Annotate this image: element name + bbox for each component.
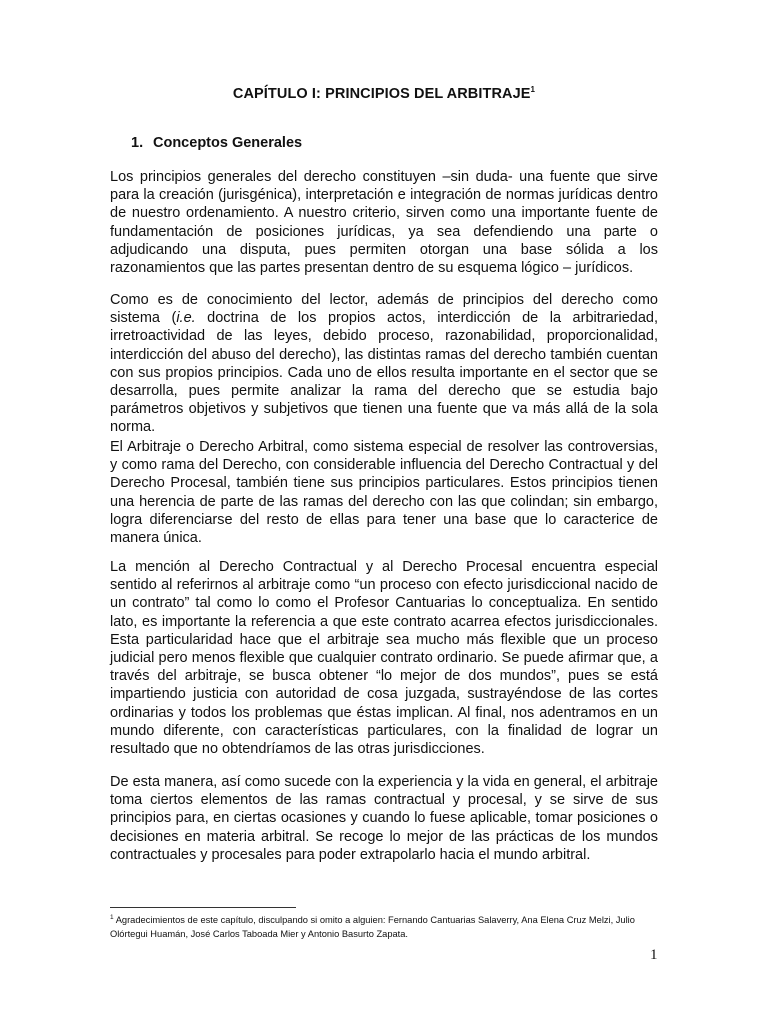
section-number: 1.	[131, 135, 144, 151]
paragraph-2-start: Como es de conocimiento del lector, además de principios del derecho como sistema (	[110, 292, 658, 327]
paragraph-2-italic: i.e.	[176, 310, 196, 327]
page-number: 1	[650, 947, 658, 963]
paragraph-2-end: doctrina de los propios actos, interdicción de la arbitrariedad, irretroactividad de las leyes, debido proceso, razonabilidad, proporcionalidad, interdicción del abuso del derecho), las distintas ramas del derecho también cuentan con sus propios principios. Cada uno de ellos resulta importante en el sector que se desarrolla, pues permite analizar la rama del derecho que se estudia bajo parámetros objetivos y subjetivos que tienen una fuente que va más allá de la sola norma.	[110, 310, 658, 436]
paragraph-5: De esta manera, así como sucede con la experiencia y la vida en general, el arbitraje toma ciertos elementos de las ramas contractual y procesal, y se sirve de sus principios para, en ciertas ocasiones y cuando lo fuese aplicable, tomar posiciones o decisiones en materia arbitral. Se recoge lo mejor de las prácticas de los mundos contractuales y procesales para poder extrapolarlo hacia el mundo arbitral.	[110, 774, 658, 863]
chapter-title-text: CAPÍTULO I: PRINCIPIOS DEL ARBITRAJE	[232, 86, 531, 102]
footnote-divider	[110, 907, 296, 908]
footnote-marker: 1	[110, 913, 114, 921]
paragraph-4: La mención al Derecho Contractual y al Derecho Procesal encuentra especial sentido al referirnos al arbitraje como “un proceso con efecto jurisdiccional nacido de un contrato” tal como lo como el Profesor Cantuarias lo conceptualiza. En sentido lato, es importante la referencia a que este contrato acarrea efectos jurisdiccionales. Esta particularidad hace que el arbitraje sea mucho más flexible que un proceso judicial pero menos flexible que cualquier contrato ordinario. Se puede afirmar que, a través del arbitraje, se busca obtener “lo mejor de dos mundos”, pues se está impartiendo justicia con autoridad de cosa juzgada, sustrayéndose de las cortes ordinarias y todos los problemas que éstas implican. Al final, nos adentramos en un mundo diferente, con características particulares, con la finalidad de lograr un resultado que no obtendríamos de las otras jurisdicciones.	[110, 559, 658, 758]
section-title: Conceptos Generales	[153, 135, 303, 151]
footnote-reference[interactable]: 1	[530, 85, 536, 95]
paragraph-2	[110, 291, 658, 437]
footnote-text: Agradecimientos de este capítulo, disculpando si omito a alguien: Fernando Cantuarias Salaverry, Ana Elena Cruz Melzi, Julio Olórtegui Huamán, José Carlos Taboada Mier y Antonio Basurto Zapata.	[110, 915, 635, 939]
section-heading	[131, 135, 302, 151]
chapter-title	[0, 86, 768, 102]
paragraph-1: Los principios generales del derecho constituyen –sin duda- una fuente que sirve para la creación (jurisgénica), interpretación e integración de normas jurídicas dentro de nuestro ordenamiento. A nuestro criterio, sirven como una importante fuente de fundamentación de posiciones jurídicas, ya sea defendiendo una parte o adjudicando una disputa, pues permiten otorgan una base sólida a los razonamientos que las partes presentan dentro de su esquema lógico – jurídicos.	[110, 169, 658, 277]
footnote	[110, 913, 662, 941]
paragraph-3: El Arbitraje o Derecho Arbitral, como sistema especial de resolver las controversias, y como rama del Derecho, con considerable influencia del Derecho Contractual y del Derecho Procesal, también tiene sus principios particulares. Estos principios tienen una herencia de parte de las ramas del derecho con las que colindan; sin embargo, logra diferenciarse del resto de ellas para tener una base que lo caracterice de manera única.	[110, 439, 658, 547]
